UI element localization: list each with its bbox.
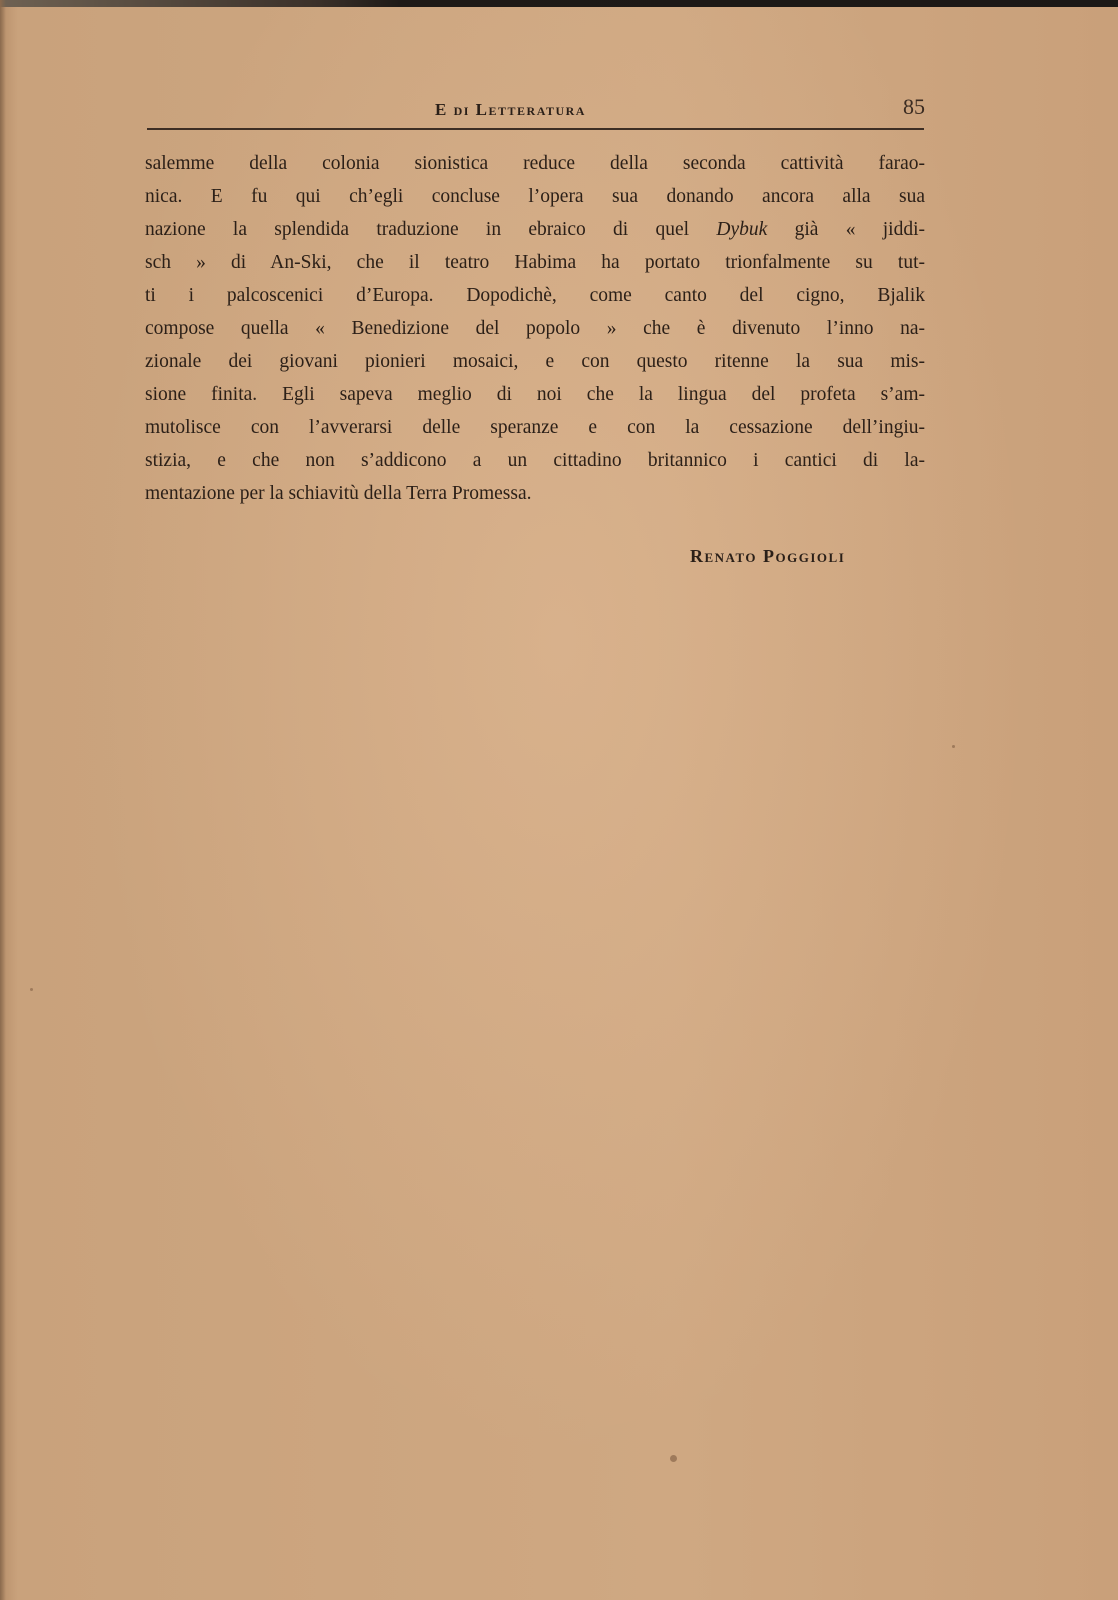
scan-top-edge [0, 0, 1118, 7]
text-line: ti i palcoscenici d’Europa. Dopodichè, come canto del cigno, Bjalik [145, 285, 925, 306]
italic-title: Dybuk [716, 219, 768, 240]
paper-speck [30, 988, 33, 991]
text-line: nazione la splendida traduzione in ebraico di quel Dybuk già « jiddi- [145, 219, 925, 240]
paper-speck [952, 745, 955, 748]
text-line: compose quella « Benedizione del popolo » che è divenuto l’inno na- [145, 318, 925, 339]
text-line: sch » di An-Ski, che il teatro Habima ha portato trionfalmente su tut- [145, 252, 925, 273]
text-line: mentazione per la schiavitù della Terra Promessa. [145, 483, 532, 504]
text-line: nica. E fu qui ch’egli concluse l’opera sua donando ancora alla sua [145, 186, 925, 207]
text-line: zionale dei giovani pionieri mosaici, e con questo ritenne la sua mis- [145, 351, 925, 372]
text-line: mutolisce con l’avverarsi delle speranze e con la cessazione dell’ingiu- [145, 417, 925, 438]
author-signature: Renato Poggioli [690, 546, 846, 566]
text-line: sione finita. Egli sapeva meglio di noi che la lingua del profeta s’am- [145, 384, 925, 405]
scan-left-edge [0, 0, 6, 1600]
page-number: 85 [903, 94, 925, 119]
body-text [145, 147, 925, 510]
header-rule [147, 128, 924, 130]
text-line: salemme della colonia sionistica reduce della seconda cattività farao- [145, 153, 925, 174]
page-header [145, 96, 925, 126]
running-head: E di Letteratura [435, 100, 586, 119]
paper-speck [670, 1455, 677, 1462]
text-line: stizia, e che non s’addicono a un cittadino britannico i cantici di la- [145, 450, 925, 471]
